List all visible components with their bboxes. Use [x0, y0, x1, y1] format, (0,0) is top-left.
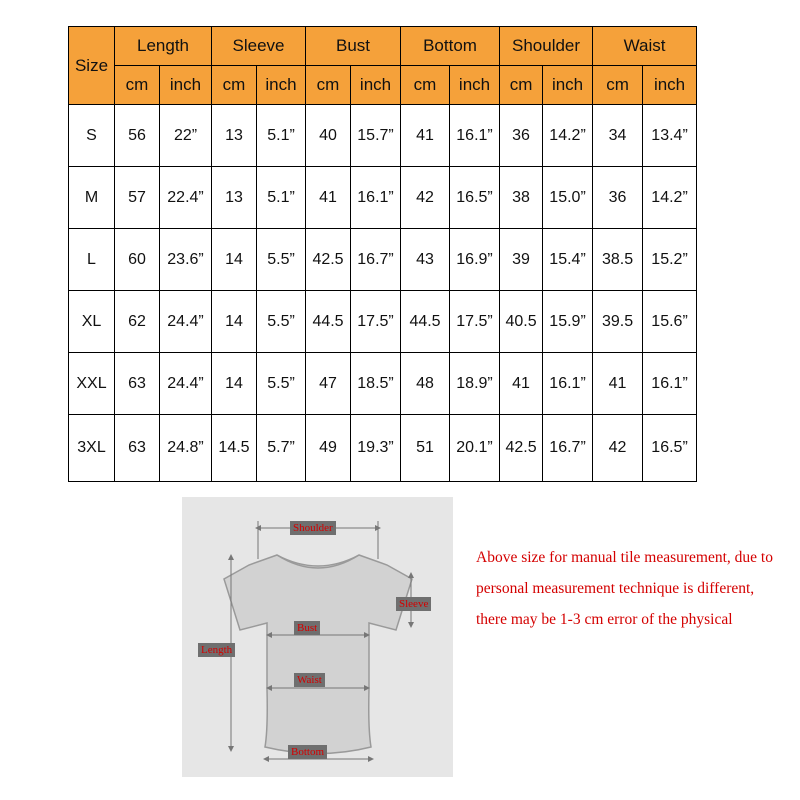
unit-header: cm	[593, 66, 643, 105]
table-cell: 16.7”	[351, 229, 401, 291]
table-cell: 62	[115, 291, 160, 353]
table-cell: 40	[306, 105, 351, 167]
table-cell: 14	[212, 229, 257, 291]
table-cell: 18.5”	[351, 353, 401, 415]
table-cell: 5.5”	[257, 229, 306, 291]
table-cell: 34	[593, 105, 643, 167]
length-label: Length	[198, 643, 235, 657]
table-cell: 14	[212, 353, 257, 415]
table-row	[69, 105, 697, 167]
table-cell: 19.3”	[351, 415, 401, 482]
table-cell: 15.6”	[643, 291, 697, 353]
size-chart-table	[68, 26, 697, 482]
table-cell: 14.2”	[543, 105, 593, 167]
table-cell: 60	[115, 229, 160, 291]
sleeve-label: Sleeve	[396, 597, 431, 611]
table-cell: 38	[500, 167, 543, 229]
table-cell: 5.1”	[257, 105, 306, 167]
table-cell: 41	[500, 353, 543, 415]
size-cell: S	[69, 105, 115, 167]
table-cell: 44.5	[306, 291, 351, 353]
unit-header: cm	[115, 66, 160, 105]
table-cell: 13	[212, 105, 257, 167]
shoulder-label: Shoulder	[290, 521, 336, 535]
table-cell: 39	[500, 229, 543, 291]
table-cell: 63	[115, 353, 160, 415]
table-cell: 5.5”	[257, 291, 306, 353]
table-cell: 16.1”	[543, 353, 593, 415]
table-cell: 15.4”	[543, 229, 593, 291]
group-header-bust: Bust	[306, 27, 401, 66]
group-header-shoulder: Shoulder	[500, 27, 593, 66]
unit-header: inch	[543, 66, 593, 105]
table-cell: 41	[593, 353, 643, 415]
waist-label: Waist	[294, 673, 325, 687]
table-cell: 14.5	[212, 415, 257, 482]
table-cell: 16.1”	[643, 353, 697, 415]
table-cell: 36	[593, 167, 643, 229]
unit-header: cm	[500, 66, 543, 105]
table-cell: 16.1”	[351, 167, 401, 229]
table-cell: 15.2”	[643, 229, 697, 291]
table-cell: 42.5	[500, 415, 543, 482]
unit-header: inch	[643, 66, 697, 105]
table-row	[69, 415, 697, 482]
size-cell: L	[69, 229, 115, 291]
table-cell: 40.5	[500, 291, 543, 353]
size-cell: M	[69, 167, 115, 229]
table-cell: 13	[212, 167, 257, 229]
table-cell: 63	[115, 415, 160, 482]
table-cell: 22”	[160, 105, 212, 167]
table-cell: 16.9”	[450, 229, 500, 291]
unit-header: cm	[401, 66, 450, 105]
table-cell: 41	[401, 105, 450, 167]
table-cell: 17.5”	[450, 291, 500, 353]
table-row	[69, 229, 697, 291]
table-cell: 5.7”	[257, 415, 306, 482]
table-cell: 23.6”	[160, 229, 212, 291]
table-cell: 15.0”	[543, 167, 593, 229]
table-cell: 13.4”	[643, 105, 697, 167]
table-cell: 57	[115, 167, 160, 229]
table-cell: 44.5	[401, 291, 450, 353]
table-cell: 38.5	[593, 229, 643, 291]
unit-header: inch	[450, 66, 500, 105]
unit-header: inch	[257, 66, 306, 105]
measurement-diagram	[182, 497, 453, 777]
table-cell: 36	[500, 105, 543, 167]
table-row	[69, 167, 697, 229]
table-cell: 20.1”	[450, 415, 500, 482]
table-cell: 15.9”	[543, 291, 593, 353]
table-cell: 22.4”	[160, 167, 212, 229]
table-cell: 51	[401, 415, 450, 482]
table-cell: 15.7”	[351, 105, 401, 167]
tshirt-diagram	[182, 497, 453, 777]
table-cell: 56	[115, 105, 160, 167]
table-cell: 41	[306, 167, 351, 229]
table-cell: 16.1”	[450, 105, 500, 167]
table-row	[69, 291, 697, 353]
bottom-label: Bottom	[288, 745, 327, 759]
table-cell: 14.2”	[643, 167, 697, 229]
table-cell: 16.5”	[450, 167, 500, 229]
table-cell: 16.5”	[643, 415, 697, 482]
table-cell: 24.4”	[160, 353, 212, 415]
table-cell: 16.7”	[543, 415, 593, 482]
size-header: Size	[69, 27, 115, 105]
table-cell: 18.9”	[450, 353, 500, 415]
table-cell: 49	[306, 415, 351, 482]
table-cell: 14	[212, 291, 257, 353]
unit-header: inch	[351, 66, 401, 105]
group-header-waist: Waist	[593, 27, 697, 66]
size-cell: XL	[69, 291, 115, 353]
tshirt-outline-icon	[224, 555, 412, 754]
table-cell: 24.8”	[160, 415, 212, 482]
size-cell: 3XL	[69, 415, 115, 482]
table-cell: 5.5”	[257, 353, 306, 415]
measurement-note: Above size for manual tile measurement, due to personal measurement technique is different, there may be 1-3 cm error of the physical	[476, 549, 773, 628]
bust-label: Bust	[294, 621, 320, 635]
table-cell: 17.5”	[351, 291, 401, 353]
table-cell: 39.5	[593, 291, 643, 353]
group-header-sleeve: Sleeve	[212, 27, 306, 66]
table-cell: 47	[306, 353, 351, 415]
table-cell: 42	[401, 167, 450, 229]
table-cell: 24.4”	[160, 291, 212, 353]
size-cell: XXL	[69, 353, 115, 415]
unit-header: cm	[306, 66, 351, 105]
unit-header: inch	[160, 66, 212, 105]
table-cell: 42	[593, 415, 643, 482]
table-cell: 43	[401, 229, 450, 291]
table-cell: 5.1”	[257, 167, 306, 229]
table-cell: 48	[401, 353, 450, 415]
table-row	[69, 353, 697, 415]
unit-header: cm	[212, 66, 257, 105]
group-header-length: Length	[115, 27, 212, 66]
table-cell: 42.5	[306, 229, 351, 291]
group-header-bottom: Bottom	[401, 27, 500, 66]
